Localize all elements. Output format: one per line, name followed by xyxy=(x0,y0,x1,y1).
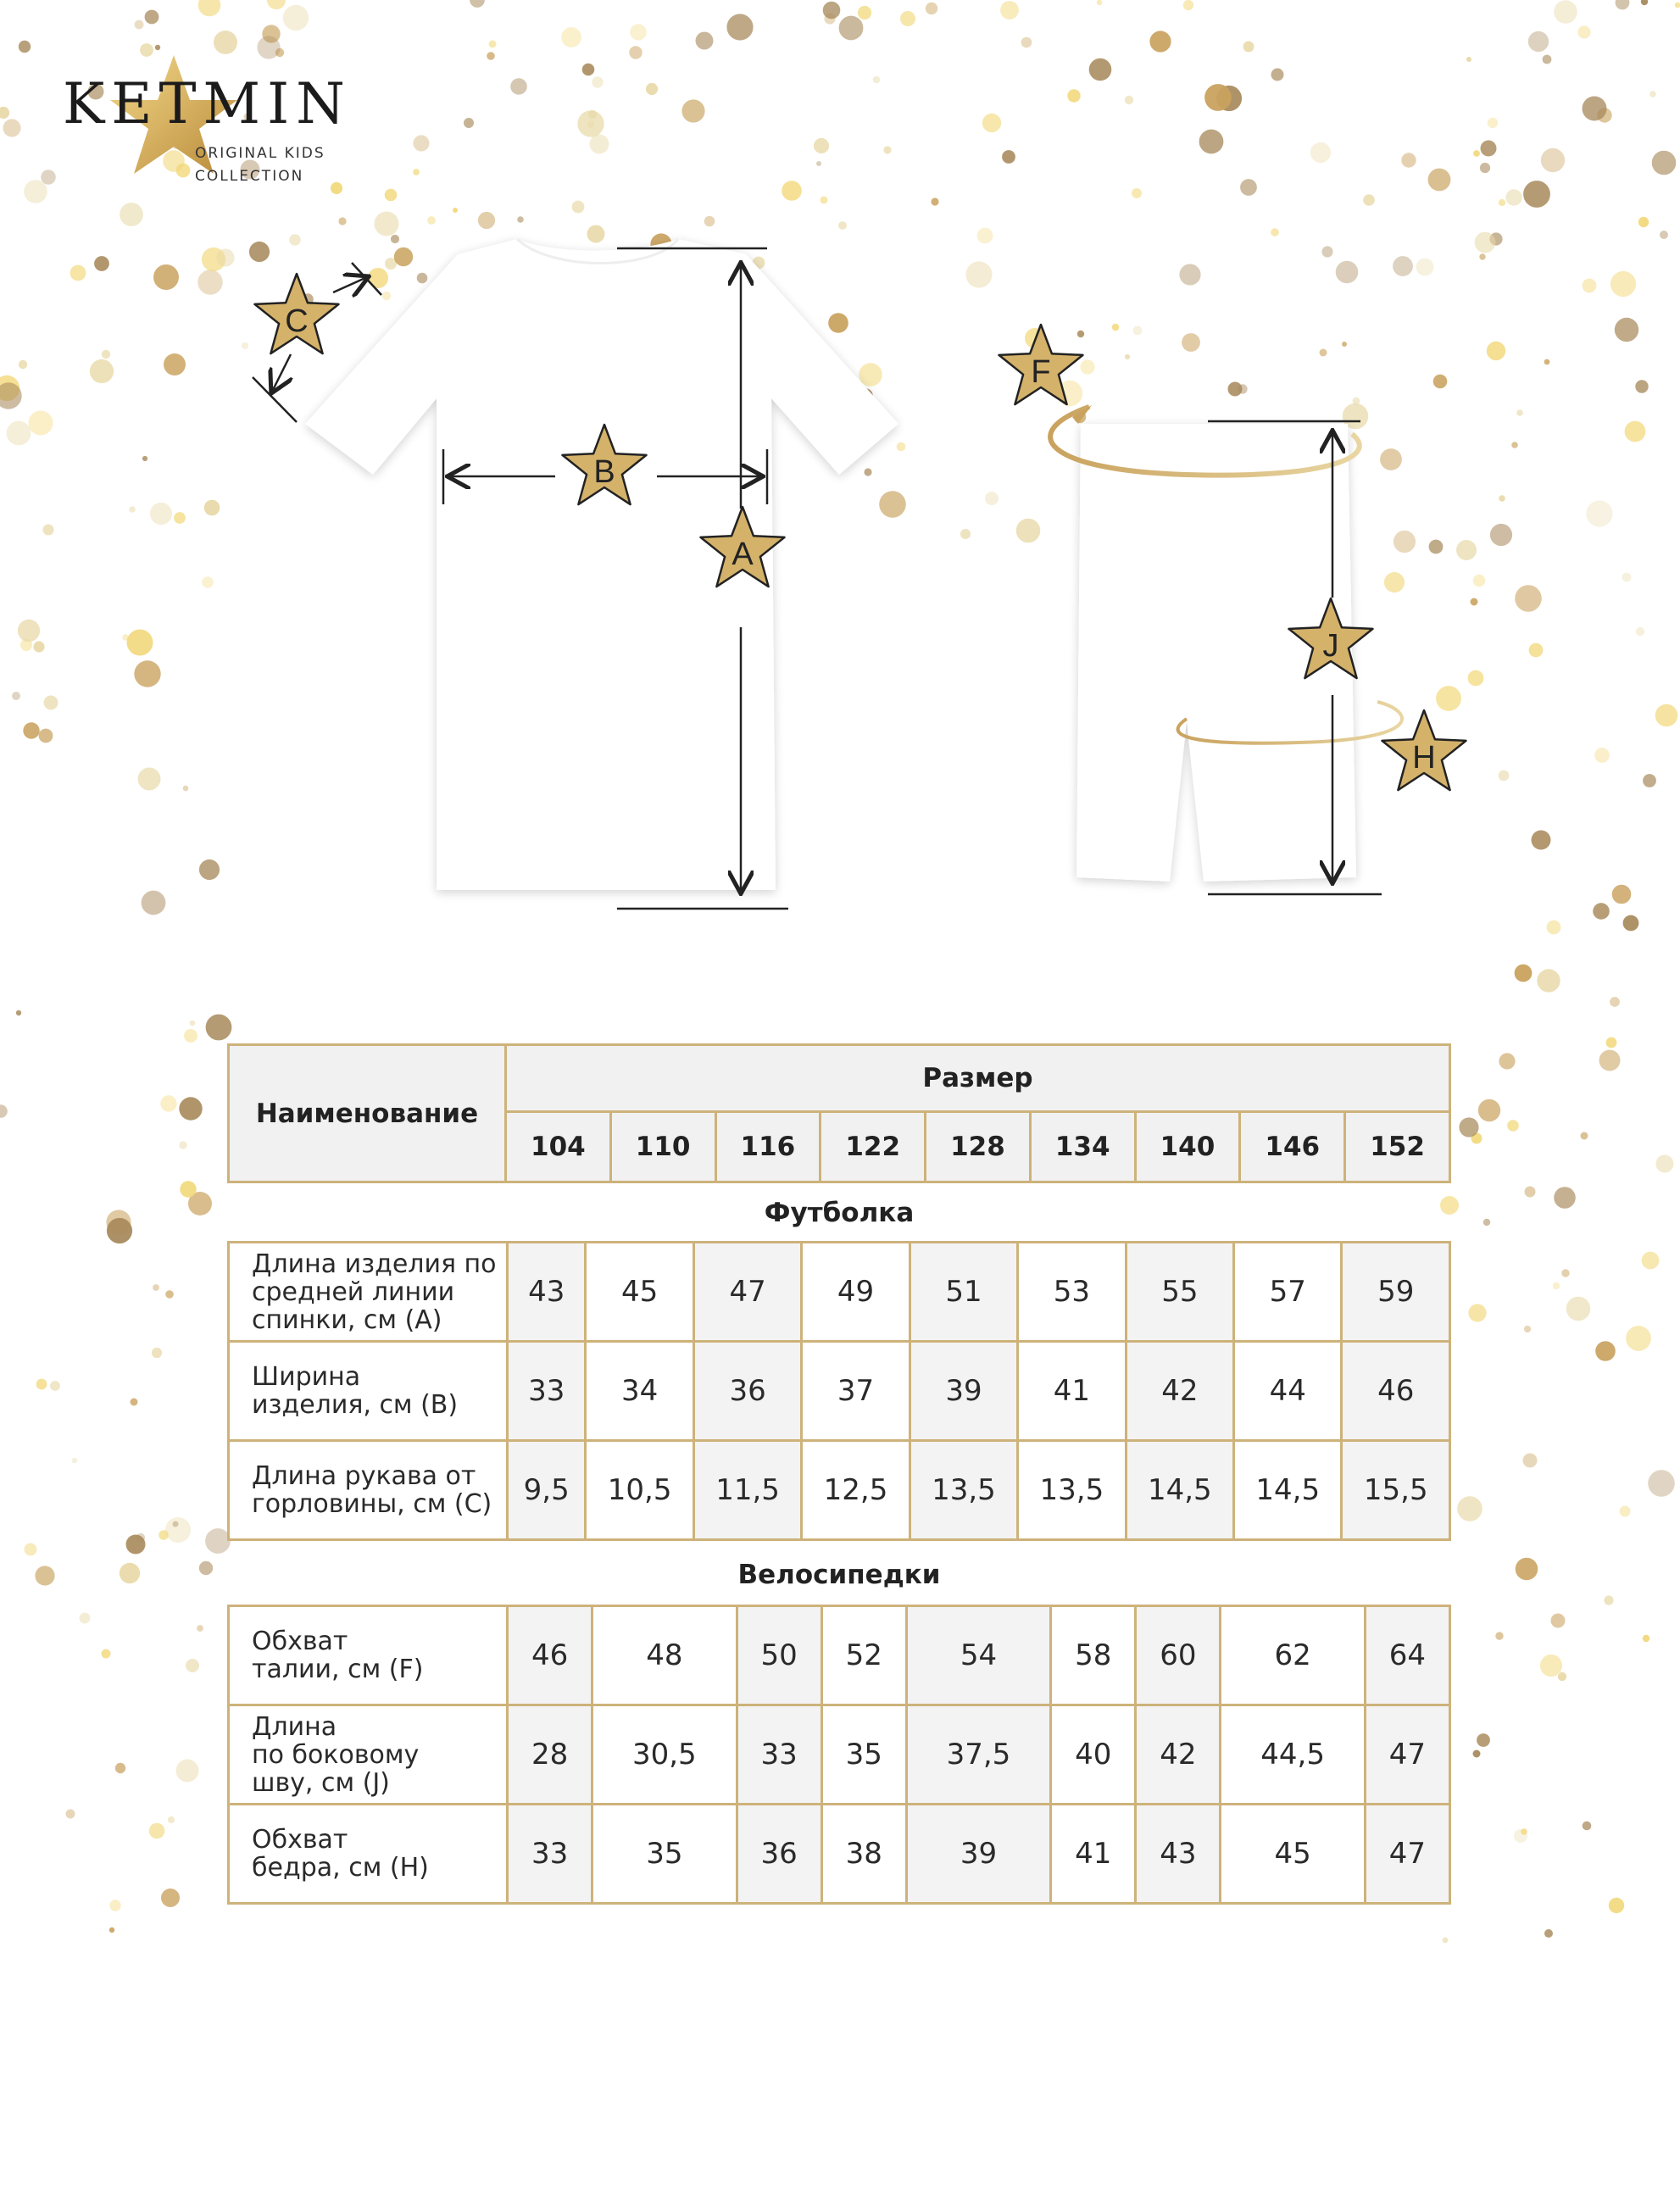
value-cell-size-146: 44,5 xyxy=(1221,1705,1365,1805)
value-cell-size-104: 33 xyxy=(508,1342,586,1441)
value-cell-size-116: 33 xyxy=(737,1705,821,1805)
tagline-line-2: COLLECTION xyxy=(195,168,304,185)
value-cell-size-146: 14,5 xyxy=(1234,1441,1342,1540)
marker-star-f xyxy=(999,325,1083,404)
row-label-line: изделия, см (В) xyxy=(252,1390,459,1420)
value-cell-size-116: 50 xyxy=(737,1606,821,1705)
value-cell-size-122: 37 xyxy=(802,1342,910,1441)
value-cell-size-104: 46 xyxy=(508,1606,592,1705)
value-cell-size-110: 35 xyxy=(592,1805,737,1904)
size-diagram xyxy=(0,0,1680,975)
header-size-cell: Размер xyxy=(506,1045,1450,1112)
tshirt-measurements-table xyxy=(227,1241,1451,1541)
value-cell-size-104: 33 xyxy=(508,1805,592,1904)
value-cell-size-122: 49 xyxy=(802,1243,910,1342)
header-name-cell: Наименование xyxy=(229,1045,506,1182)
row-label-line: средней линии xyxy=(252,1277,455,1307)
table-row xyxy=(229,1342,1450,1441)
value-cell-size-110: 48 xyxy=(592,1606,737,1705)
value-cell-size-122: 38 xyxy=(821,1805,906,1904)
value-cell-size-140: 55 xyxy=(1126,1243,1233,1342)
row-label-line: Длина xyxy=(252,1711,337,1742)
value-cell-size-134: 41 xyxy=(1051,1805,1136,1904)
value-cell-size-134: 13,5 xyxy=(1018,1441,1126,1540)
row-label-line: Длина изделия по xyxy=(252,1249,497,1279)
marker-letter: F xyxy=(1031,354,1051,390)
row-label xyxy=(229,1441,508,1540)
table-row xyxy=(229,1441,1450,1540)
value-cell-size-134: 58 xyxy=(1051,1606,1136,1705)
size-header-128: 128 xyxy=(926,1112,1031,1182)
size-header-134: 134 xyxy=(1030,1112,1135,1182)
row-label-line: Ширина xyxy=(252,1362,361,1392)
value-cell-size-140: 60 xyxy=(1136,1606,1221,1705)
shorts-measurements-table xyxy=(227,1605,1451,1905)
value-cell-size-152: 47 xyxy=(1365,1805,1449,1904)
size-header-table xyxy=(227,1043,1451,1183)
marker-letter: C xyxy=(285,303,309,339)
row-label-line: Обхват xyxy=(252,1825,348,1855)
value-cell-size-104: 43 xyxy=(508,1243,586,1342)
row-label-line: Длина рукава от xyxy=(252,1461,476,1491)
value-cell-size-110: 34 xyxy=(586,1342,693,1441)
marker-letter: H xyxy=(1412,740,1436,776)
value-cell-size-146: 45 xyxy=(1221,1805,1365,1904)
value-cell-size-116: 36 xyxy=(737,1805,821,1904)
size-header-146: 146 xyxy=(1240,1112,1345,1182)
row-label-line: Обхват xyxy=(252,1627,348,1656)
marker-letter: B xyxy=(593,454,615,490)
value-cell-size-104: 9,5 xyxy=(508,1441,586,1540)
value-cell-size-110: 10,5 xyxy=(586,1441,693,1540)
row-label xyxy=(229,1705,508,1805)
size-header-116: 116 xyxy=(715,1112,821,1182)
value-cell-size-140: 42 xyxy=(1126,1342,1233,1441)
size-header-140: 140 xyxy=(1135,1112,1240,1182)
value-cell-size-152: 46 xyxy=(1342,1342,1450,1441)
size-header-152: 152 xyxy=(1345,1112,1450,1182)
marker-star-c xyxy=(255,274,339,353)
row-label xyxy=(229,1342,508,1441)
section-title-shorts: Велосипедки xyxy=(737,1560,941,1590)
marker-letter: J xyxy=(1322,628,1339,664)
value-cell-size-146: 62 xyxy=(1221,1606,1365,1705)
value-cell-size-146: 57 xyxy=(1234,1243,1342,1342)
table-row xyxy=(229,1705,1450,1805)
marker-star-h xyxy=(1382,710,1466,790)
value-cell-size-122: 12,5 xyxy=(802,1441,910,1540)
size-header-122: 122 xyxy=(821,1112,926,1182)
value-cell-size-128: 39 xyxy=(910,1342,1017,1441)
row-label-line: талии, см (F) xyxy=(252,1655,424,1684)
value-cell-size-134: 41 xyxy=(1018,1342,1126,1441)
value-cell-size-122: 52 xyxy=(821,1606,906,1705)
value-cell-size-140: 14,5 xyxy=(1126,1441,1233,1540)
table-row xyxy=(229,1805,1450,1904)
row-label xyxy=(229,1243,508,1342)
row-label-line: по боковому xyxy=(252,1739,420,1770)
table-row xyxy=(229,1243,1450,1342)
brand-name: KETMIN xyxy=(63,71,352,136)
value-cell-size-104: 28 xyxy=(508,1705,592,1805)
size-header-110: 110 xyxy=(610,1112,715,1182)
row-label xyxy=(229,1805,508,1904)
value-cell-size-134: 40 xyxy=(1051,1705,1136,1805)
table-row xyxy=(229,1606,1450,1705)
row-label xyxy=(229,1606,508,1705)
section-title-tshirt: Футболка xyxy=(764,1198,915,1228)
size-header-104: 104 xyxy=(506,1112,611,1182)
value-cell-size-146: 44 xyxy=(1234,1342,1342,1441)
value-cell-size-134: 53 xyxy=(1018,1243,1126,1342)
value-cell-size-128: 51 xyxy=(910,1243,1017,1342)
value-cell-size-140: 42 xyxy=(1136,1705,1221,1805)
tagline-line-1: ORIGINAL KIDS xyxy=(195,145,325,162)
value-cell-size-116: 47 xyxy=(693,1243,801,1342)
row-label-line: горловины, см (С) xyxy=(252,1489,492,1519)
value-cell-size-122: 35 xyxy=(821,1705,906,1805)
value-cell-size-152: 59 xyxy=(1342,1243,1450,1342)
tshirt-shape xyxy=(305,239,898,890)
value-cell-size-152: 64 xyxy=(1365,1606,1449,1705)
value-cell-size-116: 11,5 xyxy=(693,1441,801,1540)
row-label-line: спинки, см (А) xyxy=(252,1304,442,1335)
row-label-line: шву, см (J) xyxy=(252,1767,390,1798)
value-cell-size-128: 13,5 xyxy=(910,1441,1017,1540)
value-cell-size-152: 15,5 xyxy=(1342,1441,1450,1540)
value-cell-size-128: 39 xyxy=(906,1805,1050,1904)
value-cell-size-152: 47 xyxy=(1365,1705,1449,1805)
value-cell-size-128: 37,5 xyxy=(906,1705,1050,1805)
value-cell-size-128: 54 xyxy=(906,1606,1050,1705)
value-cell-size-116: 36 xyxy=(693,1342,801,1441)
value-cell-size-110: 45 xyxy=(586,1243,693,1342)
value-cell-size-110: 30,5 xyxy=(592,1705,737,1805)
marker-letter: A xyxy=(732,537,754,572)
row-label-line: бедра, см (Н) xyxy=(252,1853,429,1883)
value-cell-size-140: 43 xyxy=(1136,1805,1221,1904)
